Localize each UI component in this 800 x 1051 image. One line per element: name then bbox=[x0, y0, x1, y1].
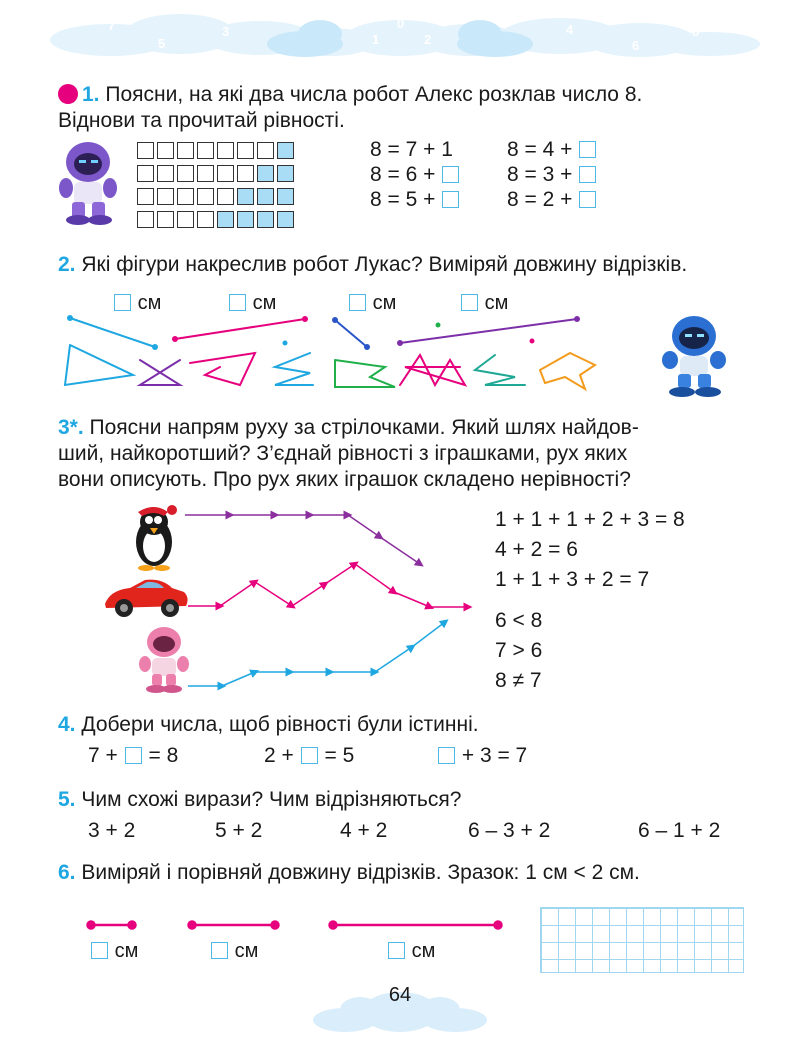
answer-box[interactable] bbox=[91, 942, 108, 959]
penguin-icon bbox=[124, 502, 184, 574]
expression: 4 + 2 bbox=[340, 819, 388, 842]
measure-label: см bbox=[387, 940, 435, 963]
measure-label: см bbox=[348, 292, 396, 315]
task5-heading bbox=[58, 787, 461, 813]
cloud-digit: 6 bbox=[632, 38, 640, 53]
expression: 8 ≠ 7 bbox=[495, 669, 542, 692]
square-row bbox=[137, 165, 297, 187]
task-text: ший, найкоротший? З’єднай рівності з іграшками, рух яких bbox=[58, 442, 628, 465]
equation: + 3 = 7 bbox=[437, 744, 527, 768]
equation: 8 = 5 + bbox=[370, 188, 460, 212]
equation: 7 + = 8 bbox=[88, 744, 179, 767]
square-row bbox=[137, 211, 297, 233]
task3-heading bbox=[58, 415, 639, 441]
cloud-digit: 3 bbox=[222, 24, 230, 39]
expression: 4 + 2 = 6 bbox=[495, 538, 578, 561]
task-number: 2. bbox=[58, 253, 76, 276]
answer-grid[interactable] bbox=[540, 907, 744, 973]
square-row bbox=[137, 142, 297, 164]
answer-box[interactable] bbox=[125, 747, 142, 764]
task-text: Виміряй і порівняй довжину відрізків. Зразок: 1 см < 2 см. bbox=[81, 861, 640, 884]
equation: 8 = 4 + bbox=[507, 138, 597, 162]
task-number: 1. bbox=[82, 83, 100, 106]
answer-box[interactable] bbox=[579, 191, 596, 208]
expression: 3 + 2 bbox=[88, 819, 136, 842]
expression: 6 – 3 + 2 bbox=[468, 819, 551, 842]
cloud-digit: 4 bbox=[566, 22, 574, 37]
measure-label: см bbox=[210, 940, 258, 963]
task-text: Які фігури накреслив робот Лукас? Виміряй довжину відрізків. bbox=[81, 253, 688, 276]
measure-label: см bbox=[228, 292, 276, 315]
car-icon bbox=[100, 572, 190, 622]
measure-label: см bbox=[113, 292, 161, 315]
answer-box[interactable] bbox=[211, 942, 228, 959]
task1-heading bbox=[58, 82, 642, 108]
task-text: Поясни, на які два числа робот Алекс розклав число 8. bbox=[105, 83, 643, 106]
answer-box[interactable] bbox=[579, 166, 596, 183]
answer-box[interactable] bbox=[388, 942, 405, 959]
equation: 8 = 2 + bbox=[507, 188, 597, 212]
task-number: 5. bbox=[58, 788, 76, 811]
equation: 8 = 7 + 1 bbox=[370, 138, 453, 161]
cloud-digit: 7 bbox=[108, 18, 116, 33]
cloud-digit: 2 bbox=[424, 32, 432, 47]
task-number: 6. bbox=[58, 861, 76, 884]
task-text: Добери числа, щоб рівності були істинні. bbox=[81, 713, 479, 736]
header-clouds bbox=[0, 0, 800, 70]
robot-lukas-icon bbox=[654, 312, 734, 402]
square-row bbox=[137, 188, 297, 210]
task2-heading bbox=[58, 252, 687, 278]
robot-alex-icon bbox=[52, 138, 124, 228]
expression: 6 < 8 bbox=[495, 609, 543, 632]
segments-drawing bbox=[85, 918, 505, 932]
task4-heading bbox=[58, 712, 479, 738]
task-number: 3*. bbox=[58, 416, 84, 439]
answer-box[interactable] bbox=[301, 747, 318, 764]
task-bullet-icon bbox=[58, 84, 78, 104]
equation: 8 = 3 + bbox=[507, 163, 597, 187]
figures-drawing bbox=[55, 305, 655, 395]
cloud-digit: 8 bbox=[692, 24, 700, 39]
task6-heading bbox=[58, 860, 640, 886]
task-number: 4. bbox=[58, 713, 76, 736]
page-number: 64 bbox=[388, 984, 412, 1006]
measure-label: см bbox=[460, 292, 508, 315]
cloud-digit: 5 bbox=[158, 36, 166, 51]
task-text: Чим схожі вирази? Чим відрізняються? bbox=[81, 788, 462, 811]
task-text: Поясни напрям руху за стрілочками. Який шлях найдов- bbox=[89, 416, 639, 439]
answer-box[interactable] bbox=[442, 166, 459, 183]
expression: 5 + 2 bbox=[215, 819, 263, 842]
expression: 6 – 1 + 2 bbox=[638, 819, 721, 842]
measure-label: см bbox=[90, 940, 138, 963]
expression: 7 > 6 bbox=[495, 639, 543, 662]
paths-drawing bbox=[180, 502, 480, 697]
task-text: вони описують. Про рух яких іграшок складено нерівності? bbox=[58, 468, 631, 491]
equation: 2 + = 5 bbox=[264, 744, 355, 767]
task-text: Віднови та прочитай рівності. bbox=[58, 109, 345, 132]
expression: 1 + 1 + 3 + 2 = 7 bbox=[495, 568, 650, 591]
answer-box[interactable] bbox=[438, 747, 455, 764]
expression: 1 + 1 + 1 + 2 + 3 = 8 bbox=[495, 508, 685, 531]
cloud-digit: 1 bbox=[372, 32, 380, 47]
cloud-digit: 0 bbox=[397, 16, 405, 31]
equation: 8 = 6 + bbox=[370, 163, 460, 187]
answer-box[interactable] bbox=[442, 191, 459, 208]
answer-box[interactable] bbox=[579, 141, 596, 158]
